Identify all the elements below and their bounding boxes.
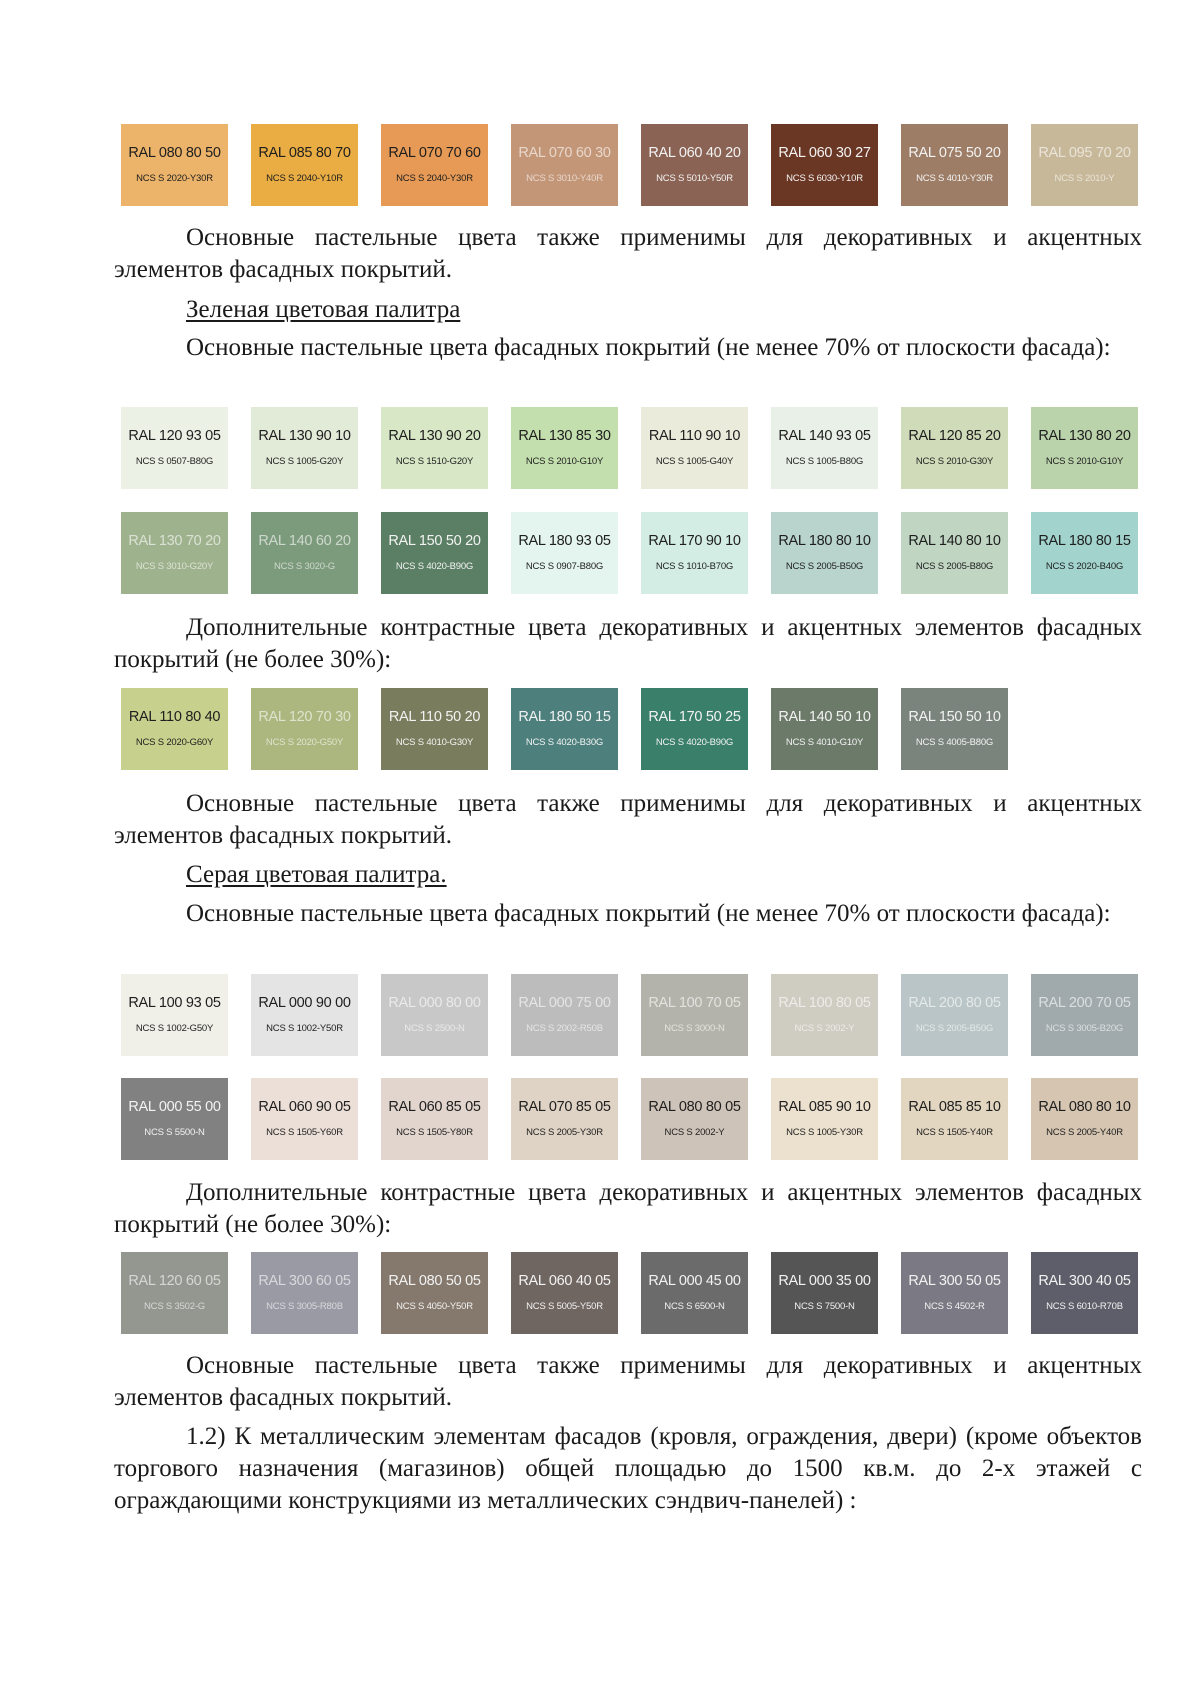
swatch-ral-code: RAL 100 93 05 xyxy=(128,995,221,1011)
paragraph-pastel-note-3 xyxy=(114,1350,1142,1414)
swatch-ncs-code: NCS S 1505-Y80R xyxy=(396,1127,473,1138)
gray-palette-heading: Серая цветовая палитра. xyxy=(186,861,447,888)
color-swatch xyxy=(381,512,488,594)
swatch-ncs-code: NCS S 5005-Y50R xyxy=(526,1301,603,1312)
swatch-ncs-code: NCS S 2005-Y40R xyxy=(1046,1127,1123,1138)
paragraph-text: Основные пастельные цвета также применимы для декоративных и акцентных элементов фасадных покрытий. xyxy=(114,224,1142,283)
color-swatch xyxy=(251,1078,358,1160)
swatch-ncs-code: NCS S 2005-B80G xyxy=(915,561,994,572)
color-swatch xyxy=(641,407,748,489)
swatch-ral-code: RAL 130 80 20 xyxy=(1038,428,1131,444)
swatch-ral-code: RAL 140 50 10 xyxy=(778,709,871,725)
color-swatch xyxy=(901,974,1008,1056)
swatch-ncs-code: NCS S 4502-R xyxy=(924,1301,985,1312)
swatch-ral-code: RAL 060 85 05 xyxy=(388,1099,481,1115)
swatch-ncs-code: NCS S 2005-B50G xyxy=(785,561,864,572)
swatch-ral-code: RAL 300 60 05 xyxy=(258,1273,351,1289)
color-swatch xyxy=(251,1252,358,1334)
color-swatch xyxy=(511,124,618,206)
color-swatch xyxy=(1031,512,1138,594)
swatch-ncs-code: NCS S 3010-Y40R xyxy=(526,173,603,184)
swatch-ral-code: RAL 060 90 05 xyxy=(258,1099,351,1115)
swatch-ncs-code: NCS S 0507-B80G xyxy=(135,456,214,467)
swatch-ncs-code: NCS S 6500-N xyxy=(664,1301,725,1312)
color-swatch xyxy=(1031,407,1138,489)
swatch-ral-code: RAL 300 40 05 xyxy=(1038,1273,1131,1289)
swatch-ncs-code: NCS S 2040-Y10R xyxy=(266,173,343,184)
swatch-ncs-code: NCS S 2005-Y30R xyxy=(526,1127,603,1138)
swatch-ncs-code: NCS S 4020-B90G xyxy=(655,737,734,748)
swatch-ral-code: RAL 140 80 10 xyxy=(908,533,1001,549)
color-swatch xyxy=(771,1078,878,1160)
swatch-ral-code: RAL 110 80 40 xyxy=(128,709,221,725)
swatch-ncs-code: NCS S 4010-Y30R xyxy=(916,173,993,184)
color-swatch xyxy=(641,1078,748,1160)
swatch-ral-code: RAL 130 70 20 xyxy=(128,533,221,549)
color-swatch xyxy=(1031,124,1138,206)
color-swatch xyxy=(771,512,878,594)
color-swatch xyxy=(771,688,878,770)
swatch-ncs-code: NCS S 1010-B70G xyxy=(655,561,734,572)
swatch-ncs-code: NCS S 3005-B20G xyxy=(1045,1023,1124,1034)
swatch-ncs-code: NCS S 4050-Y50R xyxy=(396,1301,473,1312)
paragraph-pastel-note-2 xyxy=(114,788,1142,852)
swatch-ncs-code: NCS S 1510-G20Y xyxy=(395,456,474,467)
swatch-ncs-code: NCS S 1005-G40Y xyxy=(655,456,734,467)
color-swatch xyxy=(381,974,488,1056)
color-swatch xyxy=(251,124,358,206)
swatch-ncs-code: NCS S 4020-B30G xyxy=(525,737,604,748)
swatch-ncs-code: NCS S 2010-G30Y xyxy=(915,456,994,467)
paragraph-metal-elements xyxy=(114,1421,1142,1517)
swatch-ncs-code: NCS S 1002-G50Y xyxy=(135,1023,214,1034)
color-swatch xyxy=(901,1078,1008,1160)
color-swatch xyxy=(771,124,878,206)
swatch-ncs-code: NCS S 1005-Y30R xyxy=(786,1127,863,1138)
color-swatch xyxy=(771,1252,878,1334)
color-swatch xyxy=(771,407,878,489)
swatch-ral-code: RAL 130 90 10 xyxy=(258,428,351,444)
color-swatch xyxy=(251,407,358,489)
swatch-ncs-code: NCS S 3010-G20Y xyxy=(135,561,214,572)
color-swatch xyxy=(511,974,618,1056)
swatch-ncs-code: NCS S 2040-Y30R xyxy=(396,173,473,184)
swatch-ral-code: RAL 080 50 05 xyxy=(388,1273,481,1289)
swatch-ral-code: RAL 140 93 05 xyxy=(778,428,871,444)
swatch-ncs-code: NCS S 2010-Y xyxy=(1054,173,1115,184)
paragraph-green-accent xyxy=(114,612,1142,676)
color-swatch xyxy=(121,512,228,594)
swatch-ncs-code: NCS S 6010-R70B xyxy=(1046,1301,1123,1312)
swatch-ncs-code: NCS S 1005-G20Y xyxy=(265,456,344,467)
swatch-ral-code: RAL 100 70 05 xyxy=(648,995,741,1011)
swatch-ral-code: RAL 085 80 70 xyxy=(258,145,351,161)
swatch-ral-code: RAL 060 30 27 xyxy=(778,145,871,161)
swatch-row-gray-accent xyxy=(121,1252,1141,1334)
color-swatch xyxy=(511,1078,618,1160)
paragraph-gray-main xyxy=(114,898,1142,930)
swatch-ncs-code: NCS S 3502-G xyxy=(144,1301,205,1312)
swatch-ncs-code: NCS S 2010-G10Y xyxy=(525,456,604,467)
swatch-ncs-code: NCS S 7500-N xyxy=(794,1301,855,1312)
swatch-ncs-code: NCS S 3000-N xyxy=(664,1023,725,1034)
color-swatch xyxy=(641,974,748,1056)
color-swatch xyxy=(511,1252,618,1334)
swatch-ral-code: RAL 140 60 20 xyxy=(258,533,351,549)
swatch-ral-code: RAL 120 85 20 xyxy=(908,428,1001,444)
color-swatch xyxy=(381,688,488,770)
color-swatch xyxy=(511,512,618,594)
swatch-ncs-code: NCS S 1505-Y60R xyxy=(266,1127,343,1138)
color-swatch xyxy=(771,974,878,1056)
color-swatch xyxy=(511,407,618,489)
color-swatch xyxy=(1031,1252,1138,1334)
swatch-ral-code: RAL 180 93 05 xyxy=(518,533,611,549)
swatch-ral-code: RAL 000 35 00 xyxy=(778,1273,871,1289)
swatch-ral-code: RAL 110 50 20 xyxy=(388,709,481,725)
swatch-ncs-code: NCS S 5500-N xyxy=(144,1127,205,1138)
paragraph-gray-accent xyxy=(114,1177,1142,1241)
color-swatch xyxy=(901,124,1008,206)
swatch-ral-code: RAL 120 93 05 xyxy=(128,428,221,444)
color-swatch xyxy=(381,1078,488,1160)
swatch-ncs-code: NCS S 2020-B40G xyxy=(1045,561,1124,572)
color-swatch xyxy=(381,124,488,206)
paragraph-text: 1.2) К металлическим элементам фасадов (кровля, ограждения, двери) (кроме объектов торгового назначения (магазинов) общей площадью до 1500 кв.м. до 2-х этажей с ограждающими конструкциями из металлических сэндвич-панелей) : xyxy=(114,1423,1142,1514)
swatch-ncs-code: NCS S 4010-G10Y xyxy=(785,737,864,748)
swatch-ral-code: RAL 180 80 15 xyxy=(1038,533,1131,549)
color-swatch xyxy=(381,407,488,489)
color-swatch xyxy=(121,407,228,489)
color-swatch xyxy=(1031,1078,1138,1160)
color-swatch xyxy=(251,688,358,770)
swatch-ncs-code: NCS S 1002-Y50R xyxy=(266,1023,343,1034)
paragraph-text: Основные пастельные цвета фасадных покрытий (не менее 70% от плоскости фасада): xyxy=(186,334,1111,361)
swatch-row-gray-main-1 xyxy=(121,974,1141,1056)
swatch-ral-code: RAL 095 70 20 xyxy=(1038,145,1131,161)
color-swatch xyxy=(121,1252,228,1334)
swatch-ral-code: RAL 000 45 00 xyxy=(648,1273,741,1289)
green-palette-heading: Зеленая цветовая палитра xyxy=(186,296,461,323)
swatch-ral-code: RAL 150 50 20 xyxy=(388,533,481,549)
swatch-ncs-code: NCS S 4005-B80G xyxy=(915,737,994,748)
paragraph-text: Основные пастельные цвета также применимы для декоративных и акцентных элементов фасадных покрытий. xyxy=(114,1352,1142,1411)
paragraph-text: Дополнительные контрастные цвета декоративных и акцентных элементов фасадных покрытий (не более 30%): xyxy=(114,1179,1142,1238)
swatch-ncs-code: NCS S 2002-Y xyxy=(794,1023,855,1034)
swatch-ral-code: RAL 070 70 60 xyxy=(388,145,481,161)
swatch-ral-code: RAL 000 80 00 xyxy=(388,995,481,1011)
swatch-ral-code: RAL 085 85 10 xyxy=(908,1099,1001,1115)
swatch-row-green-accent xyxy=(121,688,1141,770)
paragraph-text: Дополнительные контрастные цвета декоративных и акцентных элементов фасадных покрытий (не более 30%): xyxy=(114,614,1142,673)
swatch-ncs-code: NCS S 4010-G30Y xyxy=(395,737,474,748)
swatch-ral-code: RAL 130 85 30 xyxy=(518,428,611,444)
swatch-row-green-main-1 xyxy=(121,407,1141,489)
swatch-ral-code: RAL 080 80 05 xyxy=(648,1099,741,1115)
color-swatch xyxy=(641,688,748,770)
swatch-ncs-code: NCS S 2020-G60Y xyxy=(135,737,214,748)
swatch-ral-code: RAL 150 50 10 xyxy=(908,709,1001,725)
swatch-ral-code: RAL 200 80 05 xyxy=(908,995,1001,1011)
color-swatch xyxy=(1031,974,1138,1056)
swatch-ral-code: RAL 180 80 10 xyxy=(778,533,871,549)
color-swatch xyxy=(641,1252,748,1334)
swatch-row-green-main-2 xyxy=(121,512,1141,594)
color-swatch xyxy=(901,407,1008,489)
swatch-ncs-code: NCS S 1005-B80G xyxy=(785,456,864,467)
paragraph-green-main xyxy=(114,332,1142,364)
paragraph-text: Основные пастельные цвета фасадных покрытий (не менее 70% от плоскости фасада): xyxy=(186,900,1111,927)
swatch-ncs-code: NCS S 3005-R80B xyxy=(266,1301,343,1312)
swatch-ncs-code: NCS S 0907-B80G xyxy=(525,561,604,572)
color-swatch xyxy=(901,1252,1008,1334)
swatch-ral-code: RAL 085 90 10 xyxy=(778,1099,871,1115)
swatch-ncs-code: NCS S 1505-Y40R xyxy=(916,1127,993,1138)
swatch-ncs-code: NCS S 6030-Y10R xyxy=(786,173,863,184)
swatch-ncs-code: NCS S 5010-Y50R xyxy=(656,173,733,184)
swatch-ral-code: RAL 100 80 05 xyxy=(778,995,871,1011)
color-swatch xyxy=(901,512,1008,594)
paragraph-pastel-note-1 xyxy=(114,222,1142,286)
color-swatch xyxy=(121,124,228,206)
swatch-ncs-code: NCS S 2010-G10Y xyxy=(1045,456,1124,467)
color-swatch xyxy=(251,974,358,1056)
swatch-ral-code: RAL 170 50 25 xyxy=(648,709,741,725)
swatch-ral-code: RAL 080 80 10 xyxy=(1038,1099,1131,1115)
swatch-ral-code: RAL 300 50 05 xyxy=(908,1273,1001,1289)
swatch-row-gray-main-2 xyxy=(121,1078,1141,1160)
swatch-ral-code: RAL 110 90 10 xyxy=(648,428,741,444)
swatch-ral-code: RAL 060 40 20 xyxy=(648,145,741,161)
swatch-ral-code: RAL 060 40 05 xyxy=(518,1273,611,1289)
swatch-ral-code: RAL 000 90 00 xyxy=(258,995,351,1011)
swatch-ral-code: RAL 070 85 05 xyxy=(518,1099,611,1115)
color-swatch xyxy=(121,1078,228,1160)
swatch-ral-code: RAL 070 60 30 xyxy=(518,145,611,161)
swatch-ncs-code: NCS S 2020-Y30R xyxy=(136,173,213,184)
color-swatch xyxy=(121,688,228,770)
swatch-ral-code: RAL 180 50 15 xyxy=(518,709,611,725)
color-swatch xyxy=(641,512,748,594)
swatch-ral-code: RAL 000 55 00 xyxy=(128,1099,221,1115)
swatch-ncs-code: NCS S 2002-Y xyxy=(664,1127,725,1138)
swatch-ral-code: RAL 200 70 05 xyxy=(1038,995,1131,1011)
swatch-row-top xyxy=(121,124,1141,206)
color-swatch xyxy=(381,1252,488,1334)
color-swatch xyxy=(251,512,358,594)
swatch-ncs-code: NCS S 4020-B90G xyxy=(395,561,474,572)
paragraph-text: Основные пастельные цвета также применимы для декоративных и акцентных элементов фасадных покрытий. xyxy=(114,790,1142,849)
swatch-ral-code: RAL 120 60 05 xyxy=(128,1273,221,1289)
color-swatch xyxy=(511,688,618,770)
swatch-ncs-code: NCS S 3020-G xyxy=(274,561,335,572)
swatch-ral-code: RAL 120 70 30 xyxy=(258,709,351,725)
color-swatch xyxy=(641,124,748,206)
swatch-ral-code: RAL 000 75 00 xyxy=(518,995,611,1011)
swatch-ncs-code: NCS S 2500-N xyxy=(404,1023,465,1034)
swatch-ncs-code: NCS S 2005-B50G xyxy=(915,1023,994,1034)
color-swatch xyxy=(901,688,1008,770)
swatch-ral-code: RAL 080 80 50 xyxy=(128,145,221,161)
swatch-ral-code: RAL 075 50 20 xyxy=(908,145,1001,161)
swatch-ral-code: RAL 170 90 10 xyxy=(648,533,741,549)
swatch-ncs-code: NCS S 2020-G50Y xyxy=(265,737,344,748)
color-swatch xyxy=(121,974,228,1056)
swatch-ncs-code: NCS S 2002-R50B xyxy=(526,1023,603,1034)
swatch-ral-code: RAL 130 90 20 xyxy=(388,428,481,444)
